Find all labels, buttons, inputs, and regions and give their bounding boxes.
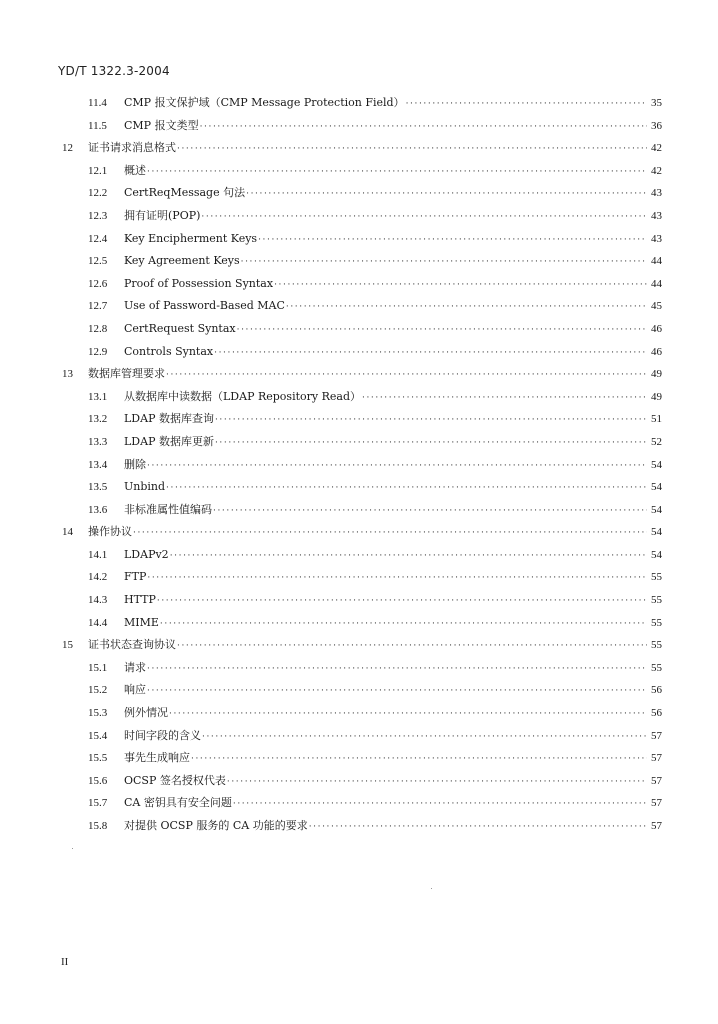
toc-section-entry xyxy=(62,815,662,838)
toc-entry-page: 43 xyxy=(651,232,662,245)
toc-entry-title: 证书请求消息格式 xyxy=(88,141,176,155)
toc-chapter-entry xyxy=(62,137,662,160)
toc-entry-number: 13.3 xyxy=(88,435,108,448)
toc-entry-page: 43 xyxy=(651,187,662,200)
toc-dot-leader xyxy=(246,183,647,206)
toc-entry-page: 56 xyxy=(651,707,662,720)
toc-section-entry xyxy=(62,792,662,815)
toc-dot-leader xyxy=(215,432,647,455)
toc-entry-page: 42 xyxy=(651,142,662,155)
toc-entry-number: 14.1 xyxy=(88,548,108,561)
toc-dot-leader xyxy=(133,522,647,545)
toc-entry-number: 13.1 xyxy=(88,390,108,403)
toc-dot-leader xyxy=(147,161,647,184)
toc-dot-leader xyxy=(191,748,647,771)
toc-entry-page: 54 xyxy=(651,458,662,471)
toc-section-entry xyxy=(62,454,662,477)
toc-dot-leader xyxy=(166,364,647,387)
toc-entry-number: 15.6 xyxy=(88,774,108,787)
toc-section-entry xyxy=(62,386,662,409)
toc-dot-leader xyxy=(309,816,647,839)
toc-entry-number: 12.8 xyxy=(88,322,108,335)
toc-entry-title: Key Agreement Keys xyxy=(124,254,240,268)
toc-dot-leader xyxy=(274,274,647,297)
toc-entry-page: 57 xyxy=(651,797,662,810)
toc-entry-title: 响应 xyxy=(124,683,146,697)
toc-dot-leader xyxy=(362,387,647,410)
toc-entry-title: MIME xyxy=(124,615,159,629)
toc-dot-leader xyxy=(147,455,647,478)
toc-section-entry xyxy=(62,499,662,522)
toc-entry-number: 14 xyxy=(62,526,73,539)
toc-entry-number: 15.8 xyxy=(88,820,108,832)
toc-entry-page: 51 xyxy=(651,413,662,426)
toc-entry-number: 12.6 xyxy=(88,277,108,290)
toc-section-entry xyxy=(62,115,662,138)
toc-dot-leader xyxy=(147,658,647,681)
toc-dot-leader xyxy=(200,116,647,139)
toc-dot-leader xyxy=(177,635,647,658)
toc-entry-title: Proof of Possession Syntax xyxy=(124,276,274,290)
toc-entry-number: 12.9 xyxy=(88,345,108,358)
toc-dot-leader xyxy=(241,251,647,274)
toc-entry-number: 15.7 xyxy=(88,797,108,810)
toc-section-entry xyxy=(62,318,662,341)
toc-entry-number: 11.4 xyxy=(88,97,107,109)
toc-entry-number: 15.2 xyxy=(88,684,108,697)
toc-dot-leader xyxy=(202,726,647,749)
toc-entry-title: Unbind xyxy=(124,480,166,494)
toc-entry-title: 证书状态查询协议 xyxy=(88,638,176,652)
toc-entry-title: 拥有证明(POP) xyxy=(124,208,201,222)
toc-entry-number: 12.5 xyxy=(88,255,108,268)
toc-entry-number: 12 xyxy=(62,142,73,155)
toc-dot-leader xyxy=(406,93,647,116)
toc-dot-leader xyxy=(215,409,647,432)
toc-entry-page: 42 xyxy=(651,164,662,177)
toc-section-entry xyxy=(62,679,662,702)
toc-dot-leader xyxy=(147,680,647,703)
toc-section-entry xyxy=(62,612,662,635)
toc-entry-number: 13 xyxy=(62,368,73,381)
toc-entry-title: 对提供 OCSP 服务的 CA 功能的要求 xyxy=(124,819,308,832)
toc-entry-number: 15.1 xyxy=(88,661,108,674)
toc-entry-title: 事先生成响应 xyxy=(124,751,190,765)
toc-entry-number: 12.3 xyxy=(88,209,108,222)
toc-entry-title: CMP 报文类型 xyxy=(124,118,199,132)
toc-entry-title: OCSP 签名授权代表 xyxy=(124,773,226,787)
toc-section-entry xyxy=(62,770,662,793)
toc-entry-number: 14.4 xyxy=(88,616,108,629)
toc-entry-page: 55 xyxy=(651,571,662,584)
toc-section-entry xyxy=(62,476,662,499)
toc-dot-leader xyxy=(286,296,647,319)
page-footer-number: II xyxy=(61,956,69,968)
toc-entry-title: Use of Password-Based MAC xyxy=(124,299,285,313)
toc-dot-leader xyxy=(213,500,647,523)
toc-entry-page: 49 xyxy=(651,390,662,403)
toc-section-entry xyxy=(62,431,662,454)
toc-entry-page: 57 xyxy=(651,820,662,832)
toc-entry-page: 56 xyxy=(651,684,662,697)
toc-entry-number: 12.1 xyxy=(88,164,108,177)
scan-speck xyxy=(72,848,73,849)
toc-entry-number: 15 xyxy=(62,639,73,652)
toc-dot-leader xyxy=(201,206,647,229)
toc-dot-leader xyxy=(169,703,647,726)
toc-entry-page: 49 xyxy=(651,368,662,381)
toc-entry-page: 55 xyxy=(651,661,662,674)
toc-section-entry xyxy=(62,702,662,725)
toc-entry-page: 44 xyxy=(651,277,662,290)
toc-entry-page: 55 xyxy=(651,594,662,607)
toc-dot-leader xyxy=(166,477,647,500)
toc-entry-title: LDAP 数据库查询 xyxy=(124,412,214,426)
toc-dot-leader xyxy=(237,319,647,342)
toc-entry-page: 43 xyxy=(651,209,662,222)
toc-entry-title: 从数据库中读数据（LDAP Repository Read） xyxy=(124,389,361,403)
toc-chapter-entry xyxy=(62,634,662,657)
toc-section-entry xyxy=(62,205,662,228)
toc-chapter-entry xyxy=(62,521,662,544)
toc-entry-number: 13.2 xyxy=(88,413,108,426)
toc-entry-page: 55 xyxy=(651,616,662,629)
toc-section-entry xyxy=(62,747,662,770)
toc-section-entry xyxy=(62,566,662,589)
toc-section-entry xyxy=(62,250,662,273)
toc-section-entry xyxy=(62,589,662,612)
toc-section-entry xyxy=(62,408,662,431)
toc-entry-number: 15.5 xyxy=(88,752,108,765)
toc-entry-number: 12.7 xyxy=(88,300,108,313)
toc-section-entry xyxy=(62,341,662,364)
toc-entry-page: 54 xyxy=(651,526,662,539)
toc-dot-leader xyxy=(160,613,647,636)
toc-dot-leader xyxy=(170,545,647,568)
toc-entry-title: LDAP 数据库更新 xyxy=(124,434,214,448)
page-header: YD/T 1322.3-2004 xyxy=(58,64,170,78)
toc-entry-title: 操作协议 xyxy=(88,525,132,539)
toc-entry-number: 13.5 xyxy=(88,481,108,494)
toc-entry-page: 46 xyxy=(651,322,662,335)
toc-entry-number: 12.2 xyxy=(88,187,108,200)
toc-dot-leader xyxy=(157,590,647,613)
toc-entry-title: Controls Syntax xyxy=(124,344,214,358)
toc-entry-title: 数据库管理要求 xyxy=(88,367,165,381)
toc-entry-page: 45 xyxy=(651,300,662,313)
toc-entry-page: 57 xyxy=(651,752,662,765)
toc-entry-page: 54 xyxy=(651,503,662,516)
toc-entry-title: 非标准属性值编码 xyxy=(124,502,212,516)
toc-dot-leader xyxy=(147,567,647,590)
toc-entry-title: 请求 xyxy=(124,660,146,674)
toc-section-entry xyxy=(62,544,662,567)
toc-entry-number: 15.3 xyxy=(88,707,108,720)
toc-entry-number: 12.4 xyxy=(88,232,108,245)
toc-entry-title: CertRequest Syntax xyxy=(124,321,236,335)
toc-entry-page: 55 xyxy=(651,639,662,652)
toc-entry-page: 46 xyxy=(651,345,662,358)
toc-section-entry xyxy=(62,295,662,318)
toc-entry-number: 14.3 xyxy=(88,594,108,607)
toc-entry-number: 11.5 xyxy=(88,119,107,132)
toc-section-entry xyxy=(62,228,662,251)
toc-entry-title: HTTP xyxy=(124,593,156,607)
toc-entry-title: Key Encipherment Keys xyxy=(124,231,258,245)
toc-entry-number: 13.4 xyxy=(88,458,108,471)
toc-entry-page: 54 xyxy=(651,481,662,494)
toc-dot-leader xyxy=(258,229,647,252)
toc-entry-page: 44 xyxy=(651,255,662,268)
toc-section-entry xyxy=(62,92,662,115)
toc-entry-page: 54 xyxy=(651,548,662,561)
toc-section-entry xyxy=(62,725,662,748)
toc-entry-number: 15.4 xyxy=(88,729,108,742)
toc-entry-title: CMP 报文保护域（CMP Message Protection Field） xyxy=(124,96,405,109)
toc-entry-title: 概述 xyxy=(124,163,146,177)
toc-entry-number: 14.2 xyxy=(88,571,108,584)
toc-section-entry xyxy=(62,273,662,296)
toc-entry-title: 时间字段的含义 xyxy=(124,728,201,742)
toc-chapter-entry xyxy=(62,363,662,386)
toc-entry-page: 57 xyxy=(651,729,662,742)
toc-entry-title: 删除 xyxy=(124,457,146,471)
toc-dot-leader xyxy=(214,342,647,365)
toc-entry-title: LDAPv2 xyxy=(124,547,169,561)
toc-dot-leader xyxy=(233,793,647,816)
toc-dot-leader xyxy=(227,771,647,794)
toc-entry-title: FTP xyxy=(124,570,147,584)
toc-entry-title: 例外情况 xyxy=(124,706,168,720)
toc-section-entry xyxy=(62,182,662,205)
toc-entry-page: 57 xyxy=(651,774,662,787)
toc-entry-title: CertReqMessage 句法 xyxy=(124,186,246,200)
toc-entry-number: 13.6 xyxy=(88,503,108,516)
toc-entry-title: CA 密钥具有安全问题 xyxy=(124,796,232,810)
toc-section-entry xyxy=(62,657,662,680)
toc-section-entry xyxy=(62,160,662,183)
toc-entry-page: 35 xyxy=(651,97,662,109)
table-of-contents xyxy=(62,92,662,838)
scan-speck xyxy=(431,888,432,889)
toc-dot-leader xyxy=(177,138,647,161)
toc-entry-page: 36 xyxy=(651,119,662,132)
toc-entry-page: 52 xyxy=(651,435,662,448)
